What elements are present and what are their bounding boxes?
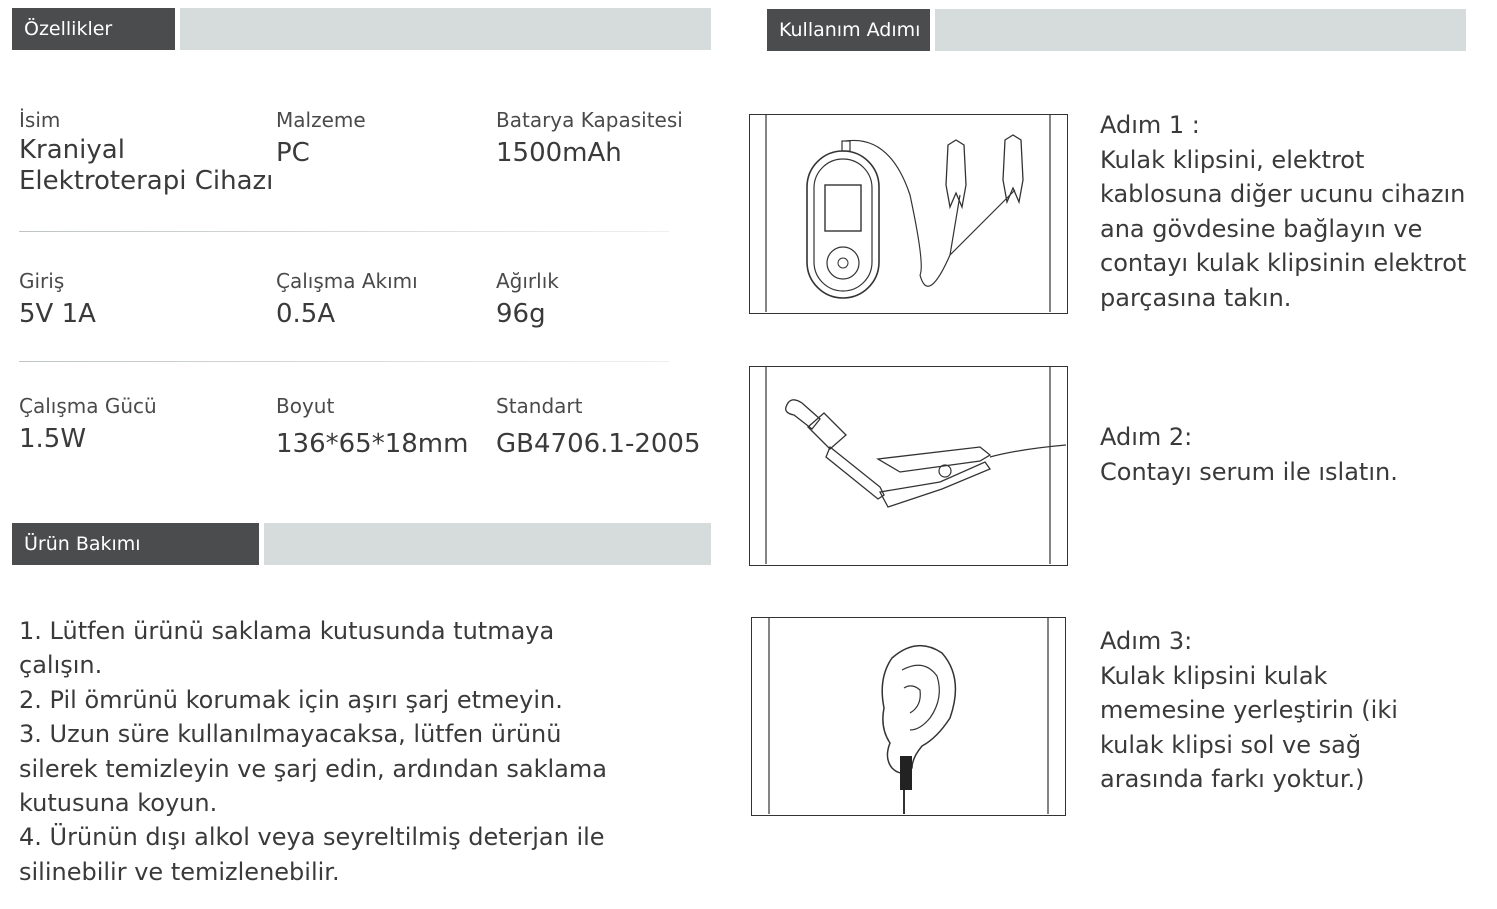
spec-label-battery: Batarya Kapasitesi xyxy=(496,108,683,132)
step-2-title: Adım 2: xyxy=(1100,423,1193,451)
step-3-image xyxy=(751,617,1066,816)
step-1-text xyxy=(1100,108,1495,316)
care-header-label: Ürün Bakımı xyxy=(24,533,141,555)
step-2-line: Contayı serum ile ıslatın. xyxy=(1100,457,1398,486)
care-line: silerek temizleyin ve şarj edin, ardından saklama xyxy=(19,754,607,783)
spec-label-material: Malzeme xyxy=(276,108,366,132)
step-3-line: kulak klipsi sol ve sağ xyxy=(1100,730,1362,759)
spec-divider xyxy=(19,361,669,362)
step-3-line: memesine yerleştirin (iki xyxy=(1100,696,1398,725)
device-with-ear-clips-icon xyxy=(750,115,1066,312)
care-line: kutusuna koyun. xyxy=(19,789,218,818)
features-header-label: Özellikler xyxy=(24,18,113,40)
care-line: çalışın. xyxy=(19,651,103,680)
spec-value-standard: GB4706.1-2005 xyxy=(496,429,701,459)
features-header-bar xyxy=(180,8,711,50)
spec-value-material: PC xyxy=(276,138,310,168)
usage-header xyxy=(767,9,930,51)
spec-divider xyxy=(19,231,669,232)
step-2-text xyxy=(1100,420,1495,489)
spec-label-name: İsim xyxy=(19,108,61,132)
step-3-line: Kulak klipsini kulak xyxy=(1100,661,1328,690)
spec-label-weight: Ağırlık xyxy=(496,269,559,293)
step-1-title: Adım 1 : xyxy=(1100,111,1200,139)
spec-label-power: Çalışma Gücü xyxy=(19,394,157,418)
usage-header-label: Kullanım Adımı xyxy=(779,19,921,41)
step-3-line: arasında farkı yoktur.) xyxy=(1100,765,1365,794)
spec-value-power: 1.5W xyxy=(19,424,87,454)
spec-value-current: 0.5A xyxy=(276,299,336,329)
step-3-title: Adım 3: xyxy=(1100,627,1193,655)
spec-value-input: 5V 1A xyxy=(19,299,96,329)
spec-label-standard: Standart xyxy=(496,394,583,418)
spec-label-input: Giriş xyxy=(19,269,65,293)
care-line: silinebilir ve temizlenebilir. xyxy=(19,857,340,886)
step-2-image xyxy=(749,366,1068,566)
step-1-image xyxy=(749,114,1068,314)
care-line: 3. Uzun süre kullanılmayacaksa, lütfen ürünü xyxy=(19,720,562,749)
care-line: 4. Ürünün dışı alkol veya seyreltilmiş deterjan ile xyxy=(19,823,605,852)
step-1-line: parçasına takın. xyxy=(1100,283,1292,312)
step-1-line: Kulak klipsini, elektrot xyxy=(1100,145,1365,174)
spec-value-weight: 96g xyxy=(496,299,546,329)
ear-with-clip-icon xyxy=(752,618,1064,814)
spec-value-name: Kraniyal Elektroterapi Cihazı xyxy=(19,135,274,196)
usage-header-bar xyxy=(935,9,1466,51)
care-header xyxy=(12,523,259,565)
spec-value-battery: 1500mAh xyxy=(496,138,622,168)
spec-label-current: Çalışma Akımı xyxy=(276,269,418,293)
care-line: 2. Pil ömrünü korumak için aşırı şarj etmeyin. xyxy=(19,685,563,714)
spec-label-size: Boyut xyxy=(276,394,335,418)
spec-value-size: 136*65*18mm xyxy=(276,429,469,459)
care-header-bar xyxy=(264,523,711,565)
care-line: 1. Lütfen ürünü saklama kutusunda tutmaya xyxy=(19,617,555,645)
dropper-on-ear-clip-icon xyxy=(750,367,1066,564)
step-1-line: contayı kulak klipsinin elektrot xyxy=(1100,249,1467,278)
step-3-text xyxy=(1100,624,1495,797)
features-header xyxy=(12,8,175,50)
step-1-line: ana gövdesine bağlayın ve xyxy=(1100,214,1423,243)
care-instructions xyxy=(19,614,679,889)
step-1-line: kablosuna diğer ucunu cihazın xyxy=(1100,180,1466,209)
